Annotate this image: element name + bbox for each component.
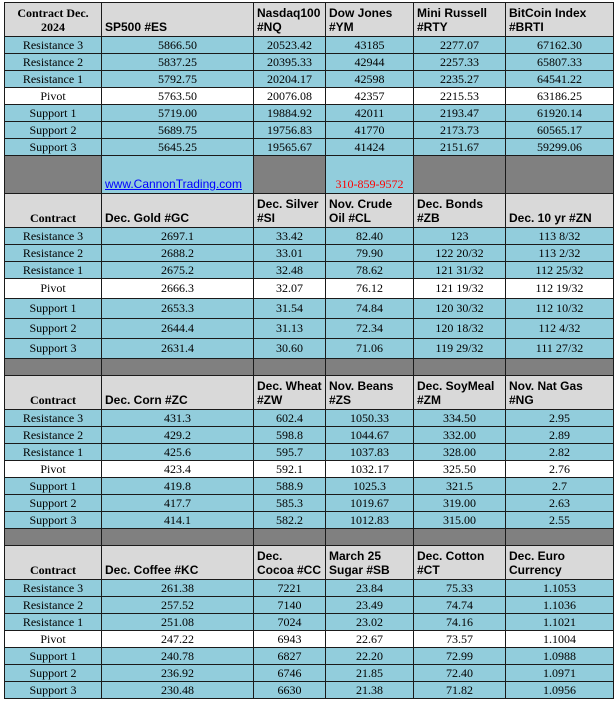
- cell: 19884.92: [254, 105, 326, 122]
- cell: 2675.2: [102, 262, 254, 279]
- cell: 112 4/32: [506, 319, 614, 339]
- row-label: Resistance 1: [5, 614, 102, 631]
- table-row: [5, 228, 614, 245]
- row-label: Resistance 2: [5, 597, 102, 614]
- cell: 2235.27: [414, 71, 506, 88]
- cell: 42944: [326, 54, 414, 71]
- row-label: Support 3: [5, 339, 102, 359]
- table-row: [5, 54, 614, 71]
- cell: 7024: [254, 614, 326, 631]
- column-header: Dec. Euro Currency: [506, 546, 614, 580]
- cell: 123: [414, 228, 506, 245]
- row-label: Support 1: [5, 105, 102, 122]
- cell: 33.01: [254, 245, 326, 262]
- cell: 425.6: [102, 444, 254, 461]
- cell: 1044.67: [326, 427, 414, 444]
- cell: 592.1: [254, 461, 326, 478]
- cell: 257.52: [102, 597, 254, 614]
- column-header: Dec. Gold #GC: [102, 194, 254, 228]
- cell: 73.57: [414, 631, 506, 648]
- cell: 21.85: [326, 665, 414, 682]
- cell: 602.4: [254, 410, 326, 427]
- cell: 120 18/32: [414, 319, 506, 339]
- cell: 19565.67: [254, 139, 326, 156]
- row-label: Resistance 1: [5, 444, 102, 461]
- cell: 5837.25: [102, 54, 254, 71]
- table-row: [5, 495, 614, 512]
- cell: 2.89: [506, 427, 614, 444]
- table-row-pivot: [5, 631, 614, 648]
- row-label: Resistance 2: [5, 245, 102, 262]
- cell: 1037.83: [326, 444, 414, 461]
- cell: 419.8: [102, 478, 254, 495]
- cell: 122 20/32: [414, 245, 506, 262]
- row-label: Resistance 1: [5, 71, 102, 88]
- cell: 31.13: [254, 319, 326, 339]
- row-label: Support 2: [5, 122, 102, 139]
- cell: 1032.17: [326, 461, 414, 478]
- cell: 315.00: [414, 512, 506, 529]
- cell: 22.67: [326, 631, 414, 648]
- cell: 2277.07: [414, 37, 506, 54]
- separator-row: [5, 359, 614, 376]
- cell: 23.02: [326, 614, 414, 631]
- cell: 74.74: [414, 597, 506, 614]
- cell: 2173.73: [414, 122, 506, 139]
- row-label: Support 3: [5, 139, 102, 156]
- cell: 72.40: [414, 665, 506, 682]
- cell: 1.1053: [506, 580, 614, 597]
- table-row: [5, 339, 614, 359]
- cell: 64541.22: [506, 71, 614, 88]
- cell: 42011: [326, 105, 414, 122]
- cell: 247.22: [102, 631, 254, 648]
- cell: 78.62: [326, 262, 414, 279]
- separator-cell: [414, 156, 506, 194]
- cell: 76.12: [326, 279, 414, 299]
- table-row: [5, 512, 614, 529]
- table-row: [5, 427, 614, 444]
- cell: 429.2: [102, 427, 254, 444]
- cell: 240.78: [102, 648, 254, 665]
- cell: 79.90: [326, 245, 414, 262]
- cell: 2653.3: [102, 299, 254, 319]
- cell: 328.00: [414, 444, 506, 461]
- table-row: [5, 682, 614, 699]
- table-row: [5, 648, 614, 665]
- table-row-pivot: [5, 279, 614, 299]
- separator-cell: [506, 156, 614, 194]
- cell: 20395.33: [254, 54, 326, 71]
- table-row: [5, 580, 614, 597]
- cell: 2688.2: [102, 245, 254, 262]
- cell: 19756.83: [254, 122, 326, 139]
- cell: 319.00: [414, 495, 506, 512]
- cell: 325.50: [414, 461, 506, 478]
- cell: 5719.00: [102, 105, 254, 122]
- cell: 30.60: [254, 339, 326, 359]
- cell: 41424: [326, 139, 414, 156]
- cell: 2.7: [506, 478, 614, 495]
- column-header: Mini Russell #RTY: [414, 3, 506, 37]
- phone-number: 310-859-9572: [335, 177, 404, 191]
- cell: 75.33: [414, 580, 506, 597]
- row-label: Support 2: [5, 495, 102, 512]
- cell: 111 27/32: [506, 339, 614, 359]
- column-header: Nov. Beans #ZS: [326, 376, 414, 410]
- column-header: Dec. Bonds #ZB: [414, 194, 506, 228]
- cell: 23.84: [326, 580, 414, 597]
- cell: 31.54: [254, 299, 326, 319]
- cell: 113 2/32: [506, 245, 614, 262]
- column-header: Dec. Coffee #KC: [102, 546, 254, 580]
- row-label: Pivot: [5, 279, 102, 299]
- cell: 121 19/32: [414, 279, 506, 299]
- row-label: Resistance 3: [5, 37, 102, 54]
- cell: 20204.17: [254, 71, 326, 88]
- cell: 2697.1: [102, 228, 254, 245]
- column-header: Dec. Cocoa #CC: [254, 546, 326, 580]
- column-header: March 25 Sugar #SB: [326, 546, 414, 580]
- column-header: Dec. Corn #ZC: [102, 376, 254, 410]
- cell: 2.63: [506, 495, 614, 512]
- table-row-pivot: [5, 461, 614, 478]
- cell: 6630: [254, 682, 326, 699]
- table-row: [5, 597, 614, 614]
- table-row: [5, 71, 614, 88]
- cell: 65807.33: [506, 54, 614, 71]
- column-header: Dec. 10 yr #ZN: [506, 194, 614, 228]
- row-label: Support 3: [5, 512, 102, 529]
- cell: 60565.17: [506, 122, 614, 139]
- column-header: SP500 #ES: [102, 3, 254, 37]
- cell: 334.50: [414, 410, 506, 427]
- cell: 1.0988: [506, 648, 614, 665]
- column-header: Dec. Cotton #CT: [414, 546, 506, 580]
- cell: 5866.50: [102, 37, 254, 54]
- cell: 119 29/32: [414, 339, 506, 359]
- separator-row: [5, 156, 614, 194]
- cell: 7221: [254, 580, 326, 597]
- cell: 113 8/32: [506, 228, 614, 245]
- cell: 6746: [254, 665, 326, 682]
- cell: 1.1004: [506, 631, 614, 648]
- cell: 236.92: [102, 665, 254, 682]
- cell: 423.4: [102, 461, 254, 478]
- cell: 1019.67: [326, 495, 414, 512]
- cell: 2151.67: [414, 139, 506, 156]
- website-cell: [102, 156, 254, 194]
- section-header: [5, 3, 614, 37]
- cell: 42357: [326, 88, 414, 105]
- cell: 1.0971: [506, 665, 614, 682]
- cell: 72.34: [326, 319, 414, 339]
- row-label: Support 1: [5, 299, 102, 319]
- column-header: Nov. Nat Gas #NG: [506, 376, 614, 410]
- cell: 321.5: [414, 478, 506, 495]
- table-row: [5, 37, 614, 54]
- cell: 2.95: [506, 410, 614, 427]
- table-row: [5, 478, 614, 495]
- column-header: BitCoin Index #BRTI: [506, 3, 614, 37]
- section-header: [5, 376, 614, 410]
- cell: 32.07: [254, 279, 326, 299]
- cell: 71.82: [414, 682, 506, 699]
- cell: 112 19/32: [506, 279, 614, 299]
- levels-table: [4, 2, 614, 699]
- cell: 22.20: [326, 648, 414, 665]
- row-label: Pivot: [5, 461, 102, 478]
- contract-label: Contract: [5, 376, 102, 410]
- cell: 414.1: [102, 512, 254, 529]
- table-row: [5, 139, 614, 156]
- row-label: Resistance 3: [5, 228, 102, 245]
- row-label: Support 2: [5, 665, 102, 682]
- cell: 74.16: [414, 614, 506, 631]
- table-row-pivot: [5, 88, 614, 105]
- row-label: Support 1: [5, 648, 102, 665]
- section-header: [5, 194, 614, 228]
- row-label: Support 2: [5, 319, 102, 339]
- cell: 82.40: [326, 228, 414, 245]
- cell: 6827: [254, 648, 326, 665]
- cell: 585.3: [254, 495, 326, 512]
- cell: 588.9: [254, 478, 326, 495]
- table-row: [5, 122, 614, 139]
- cell: 595.7: [254, 444, 326, 461]
- row-label: Resistance 2: [5, 54, 102, 71]
- row-label: Resistance 2: [5, 427, 102, 444]
- table-row: [5, 665, 614, 682]
- cell: 417.7: [102, 495, 254, 512]
- cell: 23.49: [326, 597, 414, 614]
- table-row: [5, 444, 614, 461]
- separator-cell: [5, 156, 102, 194]
- cell: 120 30/32: [414, 299, 506, 319]
- cell: 1.1021: [506, 614, 614, 631]
- cell: 582.2: [254, 512, 326, 529]
- cell: 61920.14: [506, 105, 614, 122]
- cell: 2.55: [506, 512, 614, 529]
- cell: 42598: [326, 71, 414, 88]
- table-row: [5, 614, 614, 631]
- cell: 431.3: [102, 410, 254, 427]
- cell: 33.42: [254, 228, 326, 245]
- cell: 21.38: [326, 682, 414, 699]
- cell: 2257.33: [414, 54, 506, 71]
- cell: 71.06: [326, 339, 414, 359]
- cell: 5645.25: [102, 139, 254, 156]
- column-header: Dec. Wheat #ZW: [254, 376, 326, 410]
- cell: 1012.83: [326, 512, 414, 529]
- row-label: Resistance 1: [5, 262, 102, 279]
- column-header: Nov. Crude Oil #CL: [326, 194, 414, 228]
- cell: 20076.08: [254, 88, 326, 105]
- cell: 72.99: [414, 648, 506, 665]
- column-header: Dow Jones #YM: [326, 3, 414, 37]
- row-label: Support 1: [5, 478, 102, 495]
- cell: 5763.50: [102, 88, 254, 105]
- table-row: [5, 262, 614, 279]
- cell: 230.48: [102, 682, 254, 699]
- separator-row: [5, 529, 614, 546]
- cell: 63186.25: [506, 88, 614, 105]
- cell: 2.82: [506, 444, 614, 461]
- cell: 2631.4: [102, 339, 254, 359]
- phone-cell: [326, 156, 414, 194]
- contract-label: Contract: [5, 194, 102, 228]
- cell: 74.84: [326, 299, 414, 319]
- cell: 251.08: [102, 614, 254, 631]
- cell: 332.00: [414, 427, 506, 444]
- row-label: Resistance 3: [5, 580, 102, 597]
- row-label: Pivot: [5, 631, 102, 648]
- table-row: [5, 299, 614, 319]
- row-label: Pivot: [5, 88, 102, 105]
- cell: 7140: [254, 597, 326, 614]
- cell: 20523.42: [254, 37, 326, 54]
- separator-cell: [254, 156, 326, 194]
- cell: 6943: [254, 631, 326, 648]
- cell: 1.0956: [506, 682, 614, 699]
- row-label: Resistance 3: [5, 410, 102, 427]
- cell: 5792.75: [102, 71, 254, 88]
- cell: 43185: [326, 37, 414, 54]
- cell: 2644.4: [102, 319, 254, 339]
- cell: 1.1036: [506, 597, 614, 614]
- column-header: Nasdaq100 #NQ: [254, 3, 326, 37]
- cell: 1025.3: [326, 478, 414, 495]
- contract-label: Contract: [5, 546, 102, 580]
- contract-label: Contract Dec. 2024: [5, 3, 102, 37]
- cell: 121 31/32: [414, 262, 506, 279]
- cell: 41770: [326, 122, 414, 139]
- section-header: [5, 546, 614, 580]
- cell: 2.76: [506, 461, 614, 478]
- table-row: [5, 410, 614, 427]
- cell: 2215.53: [414, 88, 506, 105]
- table-row: [5, 245, 614, 262]
- cell: 1050.33: [326, 410, 414, 427]
- cell: 5689.75: [102, 122, 254, 139]
- column-header: Dec. SoyMeal #ZM: [414, 376, 506, 410]
- cell: 32.48: [254, 262, 326, 279]
- table-row: [5, 105, 614, 122]
- cell: 2193.47: [414, 105, 506, 122]
- table-row: [5, 319, 614, 339]
- row-label: Support 3: [5, 682, 102, 699]
- column-header: Dec. Silver #SI: [254, 194, 326, 228]
- cell: 59299.06: [506, 139, 614, 156]
- cell: 112 25/32: [506, 262, 614, 279]
- cell: 67162.30: [506, 37, 614, 54]
- cell: 112 10/32: [506, 299, 614, 319]
- cell: 261.38: [102, 580, 254, 597]
- website-link[interactable]: www.CannonTrading.com: [105, 177, 242, 191]
- cell: 598.8: [254, 427, 326, 444]
- cell: 2666.3: [102, 279, 254, 299]
